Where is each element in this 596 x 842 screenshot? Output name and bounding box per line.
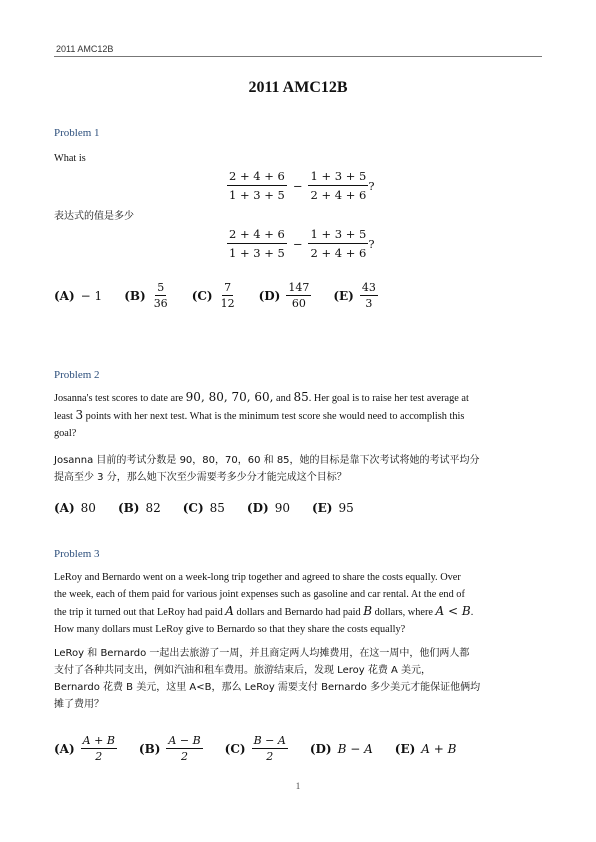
choice-value: 85 [209,501,225,515]
choice-label: (E) [394,741,416,756]
choice-fraction [152,281,170,310]
fraction-denominator: 2 [266,750,274,763]
choice-a [54,734,117,763]
choice-label: (A) [54,288,75,303]
math-var-b: B [363,604,373,618]
math-scores: 90, 80, 70, 60, [185,390,274,404]
text-line [54,389,544,407]
choice-value: 95 [338,501,354,515]
choice-label: (A) [54,501,75,515]
choice-e [312,501,354,515]
problem-1-heading: Problem 1 [54,127,100,139]
header-rule [54,56,542,57]
text-run: and [273,393,294,404]
choice-label: (A) [54,741,75,756]
text-line: the week, each of them paid for various joint expenses such as gasoline and car rental. At the end of [54,589,465,600]
fraction-numerator: A − B [168,734,201,747]
choice-fraction [286,281,311,310]
text-run: dollars and Bernardo had paid [233,607,364,618]
text-run: points with her next test. What is the minimum test score she would need to accomplish this [83,411,465,422]
fraction-numerator: 1 + 3 + 5 [308,227,368,244]
problem-2-text-en [54,389,544,442]
choice-e [395,742,457,756]
problem-2-text-zh [54,452,544,486]
choice-a [54,289,102,303]
problem-3-heading: Problem 3 [54,548,100,560]
choice-b [118,501,161,515]
fraction-denominator: 1 + 3 + 5 [229,246,285,260]
question-mark: ? [368,178,375,193]
fraction-denominator: 60 [291,297,306,310]
problem-2-choices [54,501,376,515]
choice-value: 82 [145,501,161,515]
text-line: goal? [54,428,77,439]
fraction-denominator: 3 [365,297,373,310]
fraction-numerator: B − A [253,734,286,747]
choice-value: − 1 [80,288,103,303]
page-number: 1 [295,781,301,791]
choice-label: (D) [246,501,269,515]
choice-c [183,501,225,515]
choice-label: (C) [182,501,204,515]
math-inequality: A < B [435,604,471,618]
problem-3-text-en [54,569,544,638]
fraction-numerator: 1 + 3 + 5 [308,169,368,186]
problem-1-formula-en [227,169,375,202]
choice-b [124,281,170,310]
text-line [54,407,544,425]
choice-fraction [166,734,202,763]
choice-fraction [252,734,288,763]
fraction [227,227,287,260]
choice-label: (C) [191,288,213,303]
choice-label: (B) [124,288,146,303]
text-run: dollars, where [372,607,436,618]
fraction-denominator: 2 [95,750,103,763]
text-run: the trip it turned out that LeRoy had paid [54,607,226,618]
problem-1-formula-zh [227,227,375,260]
text-line: 支付了各种共同支出，例如汽油和租车费用。旅游结束后，发现 Leroy 花费 A 美元， [54,665,432,676]
fraction-denominator: 2 + 4 + 6 [310,188,367,202]
fraction [227,169,287,202]
choice-fraction [219,281,237,310]
math-three: 3 [75,408,84,422]
choice-label: (E) [333,288,354,303]
choice-c [225,734,288,763]
question-mark: ? [368,236,375,251]
problem-3-choices [54,734,478,763]
choice-d [259,281,312,310]
choice-fraction [81,734,117,763]
choice-fraction [360,281,378,310]
problem-3-text-zh [54,645,544,713]
choice-label: (C) [224,741,246,756]
text-line: 提高至少 3 分，那么她下次至少需要考多少分才能完成这个目标？ [54,472,347,483]
choice-value: 80 [80,501,96,515]
minus-sign: − [292,178,303,193]
text-run: . [470,607,474,618]
fraction-numerator: 7 [224,281,232,294]
choice-d [310,742,373,756]
fraction-denominator: 2 + 4 + 6 [310,246,367,260]
text-line: 摊了费用？ [54,699,104,710]
text-line: How many dollars must LeRoy give to Bernardo so that they share the costs equally? [54,624,406,635]
choice-value: B − A [337,741,373,756]
text-run: Josanna's test scores to date are [54,393,186,404]
choice-value: A + B [421,741,457,756]
choice-e [333,281,378,310]
fraction-numerator: 2 + 4 + 6 [227,227,287,244]
problem-1-text-zh: 表达式的值是多少 [54,211,134,222]
choice-d [247,501,290,515]
fraction-numerator: 5 [157,281,165,294]
choice-value: 90 [274,501,290,515]
problem-1-text-en: What is [54,153,86,164]
fraction-numerator: 43 [361,281,376,294]
minus-sign: − [292,236,303,251]
choice-b [139,734,203,763]
running-header: 2011 AMC12B [56,44,114,54]
choice-label: (D) [309,741,332,756]
text-line: Josanna 目前的考试分数是 90，80，70，60 和 85，她的目标是靠下次考试将她的考试平均分 [54,455,480,466]
choice-label: (D) [258,288,281,303]
fraction-denominator: 2 [181,750,189,763]
problem-1-choices [54,281,400,310]
fraction [308,227,368,260]
fraction-numerator: 2 + 4 + 6 [227,169,287,186]
choice-a [54,501,96,515]
choice-label: (E) [311,501,333,515]
fraction-denominator: 36 [153,297,168,310]
fraction [308,169,368,202]
fraction-numerator: A + B [82,734,115,747]
text-line: LeRoy 和 Bernardo 一起出去旅游了一周，并且商定两人均摊费用，在这一周中，他们两人都 [54,648,470,659]
text-line: LeRoy and Bernardo went on a week-long trip together and agreed to share the costs equally. Over [54,572,461,583]
text-line [54,603,544,621]
choice-label: (B) [117,501,140,515]
document-title: 2011 AMC12B [248,79,348,96]
fraction-denominator: 12 [220,297,235,310]
text-line: Bernardo 花费 B 美元，这里 A<B，那么 LeRoy 需要支付 Bernardo 多少美元才能保证他俩均 [54,682,481,693]
math-var-a: A [225,604,234,618]
fraction-numerator: 147 [288,281,310,294]
choice-c [192,281,237,310]
problem-2-heading: Problem 2 [54,369,100,381]
math-last-score: 85 [293,390,309,404]
text-run: . Her goal is to raise her test average at [308,393,469,404]
fraction-denominator: 1 + 3 + 5 [229,188,285,202]
choice-label: (B) [138,741,161,756]
text-run: least [54,411,76,422]
